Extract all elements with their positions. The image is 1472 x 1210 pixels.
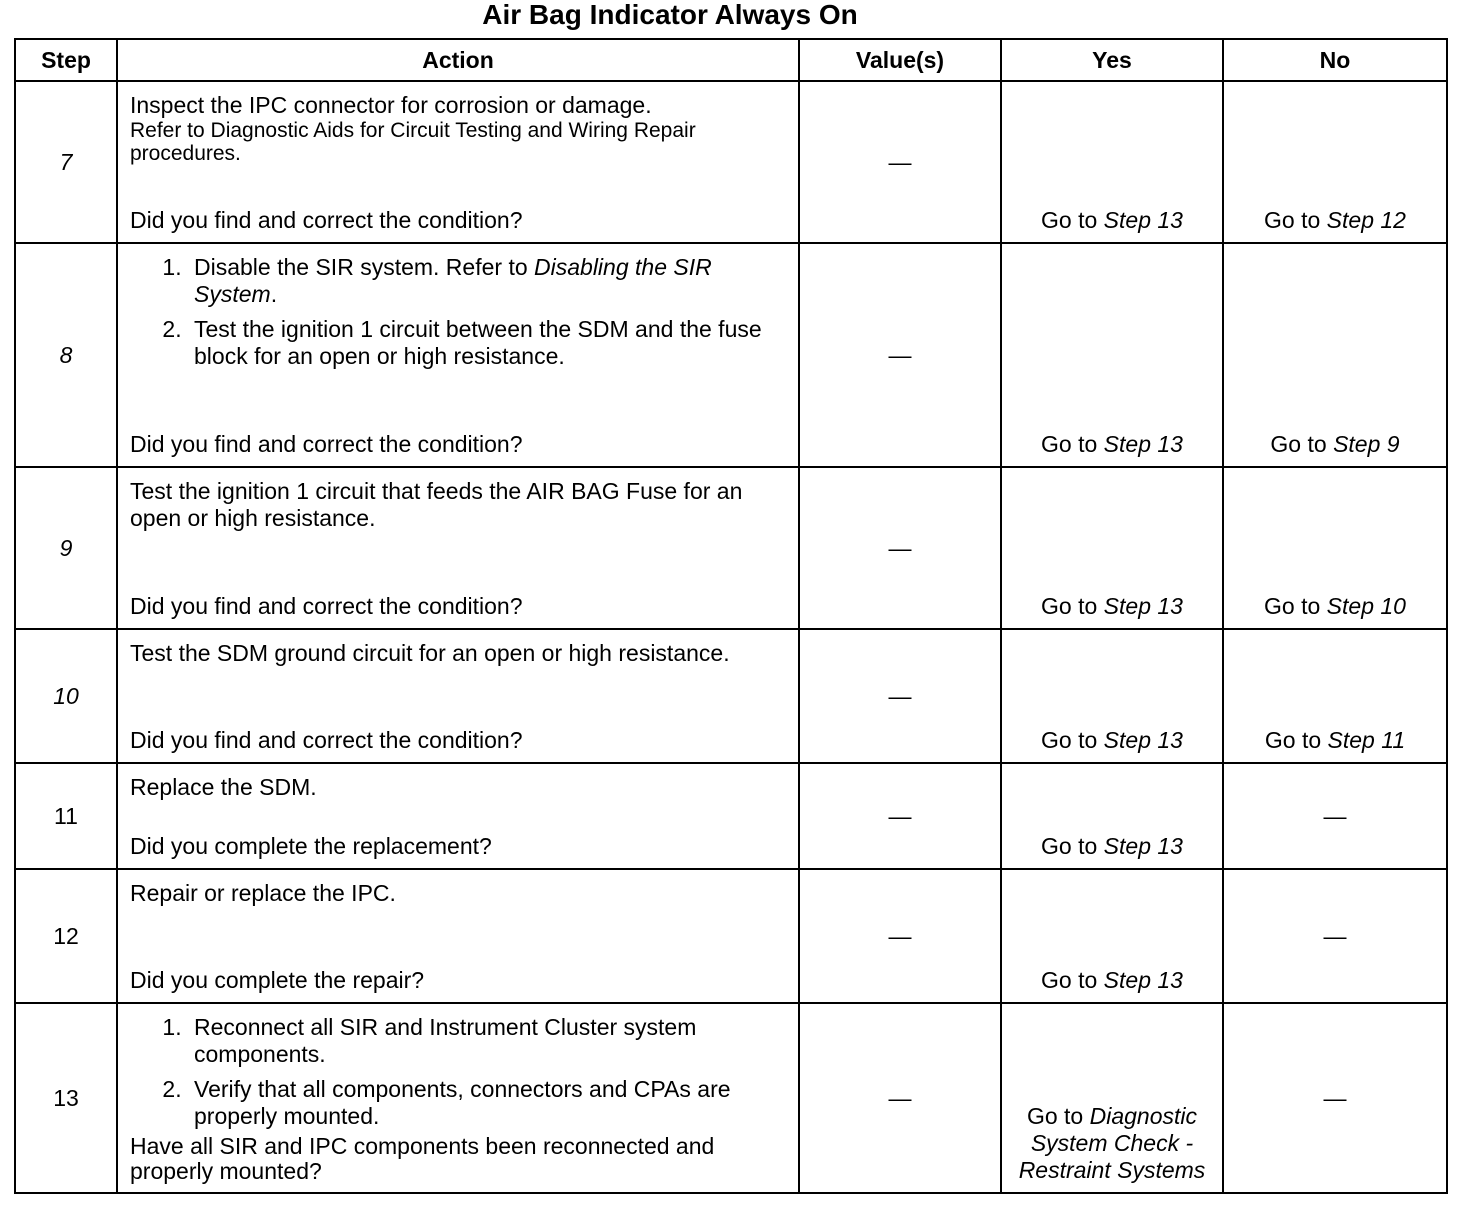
action-step-item: 1. Disable the SIR system. Refer to Disabling the SIR System. [188, 254, 788, 308]
action-step-item: 1. Reconnect all SIR and Instrument Cluster system components. [188, 1014, 788, 1068]
goto-step-link[interactable]: Step 10 [1326, 593, 1406, 619]
header-no: No [1223, 39, 1447, 81]
step-number: 12 [15, 869, 117, 1003]
goto-step-link[interactable]: Step 13 [1103, 593, 1183, 619]
goto-step-link[interactable]: Step 13 [1103, 833, 1183, 859]
action-cell [117, 243, 799, 467]
question-text: Did you find and correct the condition? [130, 207, 523, 233]
goto-prefix: Go to [1041, 593, 1104, 619]
question-text: Did you find and correct the condition? [130, 727, 523, 753]
header-step: Step [15, 39, 117, 81]
action-cell [117, 81, 799, 243]
goto-step-link[interactable]: Step 12 [1326, 207, 1406, 233]
goto-prefix: Go to [1041, 207, 1104, 233]
step-number: 7 [15, 81, 117, 243]
action-cell [117, 629, 799, 763]
table-row [15, 763, 1447, 869]
action-text: Inspect the IPC connector for corrosion or damage. [130, 92, 652, 118]
goto-prefix: Go to [1041, 833, 1104, 859]
table-row [15, 81, 1447, 243]
action-text: Repair or replace the IPC. [130, 880, 396, 906]
header-row [15, 39, 1447, 81]
goto-step-link[interactable]: Step 13 [1103, 727, 1183, 753]
yes-cell [1001, 243, 1223, 467]
yes-cell [1001, 629, 1223, 763]
goto-step-link[interactable]: Step 13 [1103, 207, 1183, 233]
header-values: Value(s) [799, 39, 1001, 81]
goto-prefix: Go to [1041, 431, 1104, 457]
yes-cell [1001, 869, 1223, 1003]
goto-prefix: Go to [1041, 727, 1104, 753]
action-step-item: 2. Test the ignition 1 circuit between the SDM and the fuse block for an open or high resistance. [188, 316, 788, 370]
goto-prefix: Go to [1264, 727, 1328, 753]
header-yes: Yes [1001, 39, 1223, 81]
action-cell [117, 869, 799, 1003]
step-number: 10 [15, 629, 117, 763]
action-cell [117, 763, 799, 869]
no-cell [1223, 629, 1447, 763]
yes-cell [1001, 763, 1223, 869]
goto-step-link[interactable]: Step 9 [1333, 431, 1400, 457]
goto-step-link[interactable]: Step 11 [1327, 727, 1406, 753]
goto-prefix: Go to [1264, 593, 1327, 619]
procedure-link[interactable]: Disabling the SIR System [194, 254, 712, 307]
value-cell: — [799, 629, 1001, 763]
question-text: Did you find and correct the condition? [130, 431, 523, 457]
action-cell [117, 1003, 799, 1193]
question-text: Did you complete the repair? [130, 967, 425, 993]
table-row [15, 1003, 1447, 1193]
goto-prefix: Go to [1026, 1103, 1090, 1129]
table-row [15, 869, 1447, 1003]
yes-cell [1001, 81, 1223, 243]
yes-cell [1001, 467, 1223, 629]
goto-prefix: Go to [1264, 207, 1327, 233]
question-text: Did you complete the replacement? [130, 833, 492, 859]
step-number: 11 [15, 763, 117, 869]
action-step-item: 2. Verify that all components, connectors and CPAs are properly mounted. [188, 1076, 788, 1130]
header-action: Action [117, 39, 799, 81]
value-cell: — [799, 81, 1001, 243]
value-cell: — [799, 243, 1001, 467]
action-note: Refer to Diagnostic Aids for Circuit Testing and Wiring Repair procedures. [130, 119, 696, 165]
page-title: Air Bag Indicator Always On [482, 0, 858, 30]
action-cell [117, 467, 799, 629]
value-cell: — [799, 763, 1001, 869]
step-number: 13 [15, 1003, 117, 1193]
goto-step-link[interactable]: Step 13 [1103, 431, 1183, 457]
no-cell: — [1223, 1003, 1447, 1193]
question-text: Have all SIR and IPC components been reconnected and properly mounted? [130, 1133, 715, 1184]
no-cell: — [1223, 763, 1447, 869]
table-row [15, 629, 1447, 763]
action-text: Test the ignition 1 circuit that feeds the AIR BAG Fuse for an open or high resistance. [130, 478, 743, 531]
step-number: 8 [15, 243, 117, 467]
action-steps [130, 1014, 788, 1130]
value-cell: — [799, 1003, 1001, 1193]
goto-diagnostic-check-link[interactable]: Diagnostic System Check - Restraint Systems [1018, 1103, 1206, 1183]
value-cell: — [799, 467, 1001, 629]
goto-step-link[interactable]: Step 13 [1103, 967, 1183, 993]
action-steps [130, 254, 788, 370]
goto-prefix: Go to [1041, 967, 1104, 993]
no-cell [1223, 467, 1447, 629]
yes-cell [1001, 1003, 1223, 1193]
step-number: 9 [15, 467, 117, 629]
no-cell: — [1223, 869, 1447, 1003]
table-row [15, 243, 1447, 467]
table-row [15, 467, 1447, 629]
value-cell: — [799, 869, 1001, 1003]
diagnostic-table [14, 38, 1448, 1194]
no-cell [1223, 243, 1447, 467]
goto-prefix: Go to [1270, 431, 1334, 457]
no-cell [1223, 81, 1447, 243]
action-text: Replace the SDM. [130, 774, 317, 800]
action-text: Test the SDM ground circuit for an open or high resistance. [130, 640, 730, 666]
question-text: Did you find and correct the condition? [130, 593, 523, 619]
